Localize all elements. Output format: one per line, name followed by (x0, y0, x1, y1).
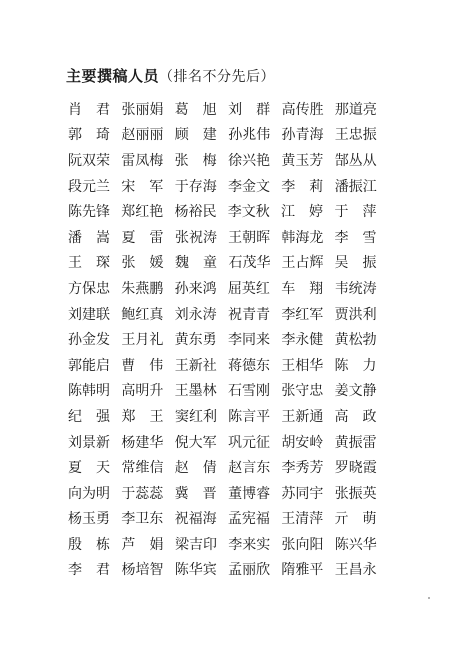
contributor-name: 芦娟 (121, 536, 178, 553)
contributor-name: 张媛 (121, 255, 178, 272)
contributor-name: 宋军 (121, 178, 178, 195)
name-row (68, 507, 391, 533)
contributor-name: 高政 (334, 408, 391, 425)
contributor-name: 杨培智 (121, 562, 164, 579)
contributor-name: 于存海 (174, 178, 217, 195)
name-row (68, 174, 388, 200)
heading-title: 主要撰稿人员 (66, 67, 160, 85)
contributor-name: 李金文 (228, 178, 270, 195)
contributor-name: 朱燕鹏 (121, 280, 164, 297)
contributor-name: 顾建 (174, 127, 231, 144)
contributor-name: 方保忠 (68, 280, 110, 297)
contributor-name: 魏童 (175, 255, 231, 272)
contributor-name: 陈力 (334, 357, 391, 374)
contributor-name: 郭能启 (68, 357, 110, 374)
name-row (68, 123, 388, 149)
contributor-name: 王墨林 (174, 383, 217, 400)
contributor-name: 杨玉勇 (68, 511, 110, 528)
contributor-name: 孙金发 (68, 332, 110, 349)
contributor-name: 韩海龙 (281, 229, 324, 246)
contributor-name: 刘建联 (68, 306, 110, 323)
contributor-name: 倪大军 (174, 434, 217, 451)
contributor-name: 梁吉印 (175, 536, 217, 553)
name-row (68, 276, 388, 302)
contributor-name: 李红军 (281, 306, 324, 323)
contributor-name: 李莉 (281, 178, 338, 195)
name-row (68, 97, 388, 123)
contributor-name: 高传胜 (281, 101, 324, 118)
contributor-name: 黄东勇 (174, 332, 217, 349)
name-row (68, 225, 391, 251)
contributor-name: 王新通 (281, 408, 324, 425)
contributor-name: 李同来 (227, 332, 270, 349)
contributor-name: 段元兰 (68, 178, 110, 195)
contributor-name: 殷栋 (68, 536, 124, 553)
name-row (68, 532, 388, 558)
contributor-name: 李卫东 (121, 511, 164, 528)
contributor-name: 胡安岭 (281, 434, 324, 451)
contributor-name: 贾洪利 (334, 306, 377, 323)
contributor-name: 赵倩 (174, 460, 231, 477)
contributor-name: 郑红艳 (121, 204, 164, 221)
contributor-name: 李雪 (334, 229, 391, 246)
name-row (68, 251, 391, 277)
contributor-name: 赵丽丽 (121, 127, 164, 144)
contributor-name: 孙兆伟 (228, 127, 271, 144)
contributor-name: 苏同宇 (281, 485, 324, 502)
contributor-name: 王朝晖 (228, 229, 271, 246)
contributor-name: 姜文静 (334, 383, 377, 400)
heading-note: （排名不分先后） (159, 69, 276, 85)
contributor-name: 郑王 (121, 408, 178, 425)
contributor-name: 张守忠 (281, 383, 324, 400)
contributor-name: 杨建华 (121, 434, 164, 451)
name-row (68, 558, 388, 584)
contributor-name: 张祝涛 (175, 229, 217, 246)
contributor-name: 张向阳 (281, 536, 324, 553)
contributor-name: 陈言平 (228, 408, 271, 425)
contributor-name: 陈韩明 (68, 383, 110, 400)
contributor-name: 江婷 (281, 204, 337, 221)
contributor-name: 黄松勃 (334, 332, 377, 349)
contributor-name: 孟宪福 (227, 511, 270, 528)
contributor-name: 祝福海 (174, 511, 217, 528)
contributor-name: 那道亮 (334, 101, 377, 118)
contributor-name: 葛旭 (174, 101, 231, 118)
contributor-name: 李来实 (228, 536, 271, 553)
contributor-name: 巩元征 (227, 434, 270, 451)
contributor-name: 王月礼 (121, 332, 164, 349)
contributor-name: 孙来鸿 (174, 280, 217, 297)
contributor-name: 罗晓霞 (334, 460, 377, 477)
contributor-name: 车翔 (281, 280, 338, 297)
contributor-name: 王忠振 (334, 127, 377, 144)
contributor-name: 亓萌 (334, 511, 391, 528)
contributor-name: 鲍红真 (121, 306, 164, 323)
name-row (68, 327, 388, 353)
contributor-name: 向为明 (68, 485, 110, 502)
contributor-name: 王相华 (281, 357, 324, 374)
contributor-name: 曹伟 (121, 357, 178, 374)
contributor-name: 王昌永 (334, 562, 377, 579)
contributor-name: 王琛 (68, 255, 124, 272)
contributor-name: 雷凤梅 (121, 152, 164, 169)
contributor-name: 祝青青 (227, 306, 270, 323)
contributor-name: 冀晋 (174, 485, 231, 502)
contributor-name: 潘振江 (334, 178, 377, 195)
contributor-name: 张梅 (174, 152, 231, 169)
contributor-name: 于萍 (334, 204, 391, 221)
contributor-name: 夏天 (68, 460, 124, 477)
name-row (68, 481, 388, 507)
contributor-name: 李永健 (281, 332, 324, 349)
contributor-name: 刘景新 (68, 434, 110, 451)
contributor-name: 阮双荣 (68, 152, 110, 169)
contributor-name: 赵言东 (228, 460, 271, 477)
contributor-name: 刘群 (228, 101, 285, 118)
contributor-name: 陈华宾 (174, 562, 217, 579)
contributor-name: 刘永涛 (174, 306, 217, 323)
contributor-name: 张振英 (334, 485, 377, 502)
contributor-name: 纪强 (68, 408, 124, 425)
name-row (68, 379, 388, 405)
contributor-name: 常维信 (121, 460, 164, 477)
contributor-name: 于蕊蕊 (121, 485, 164, 502)
name-row (68, 353, 391, 379)
contributor-name: 董博睿 (228, 485, 271, 502)
contributor-name: 陈先锋 (68, 204, 110, 221)
contributor-name: 王清萍 (281, 511, 324, 528)
contributor-name: 吴振 (334, 255, 391, 272)
contributor-name: 韦统涛 (334, 280, 377, 297)
contributor-name: 黄振雷 (334, 434, 377, 451)
contributor-name: 郜丛从 (334, 152, 377, 169)
contributor-name: 张丽娟 (121, 101, 164, 118)
contributor-name: 徐兴艳 (228, 152, 271, 169)
contributor-name: 郭琦 (68, 127, 124, 144)
contributor-name: 屈英红 (227, 280, 270, 297)
name-row (68, 199, 391, 225)
contributor-name: 肖君 (68, 101, 124, 118)
contributor-name: 石雪刚 (227, 383, 270, 400)
page-speck (428, 597, 430, 599)
name-row (68, 430, 388, 456)
contributor-name: 李文秋 (227, 204, 270, 221)
contributor-name: 隋雅平 (281, 562, 324, 579)
contributor-name: 杨裕民 (174, 204, 217, 221)
contributor-name: 高明升 (121, 383, 164, 400)
contributor-name: 夏雷 (121, 229, 178, 246)
contributor-name: 孙青海 (281, 127, 324, 144)
name-row (68, 404, 391, 430)
contributor-name: 蒋德东 (228, 357, 270, 374)
contributor-name: 窦红利 (175, 408, 217, 425)
name-row (68, 148, 388, 174)
section-heading (66, 66, 275, 87)
contributor-name: 李君 (68, 562, 124, 579)
contributor-name: 李秀芳 (281, 460, 324, 477)
contributor-name: 王占辉 (281, 255, 324, 272)
contributor-name: 陈兴华 (334, 536, 377, 553)
contributor-name: 潘嵩 (68, 229, 124, 246)
contributor-name-grid (68, 97, 391, 583)
contributor-name: 孟丽欣 (228, 562, 271, 579)
contributor-name: 石茂华 (228, 255, 271, 272)
name-row (68, 455, 388, 481)
contributor-name: 黄玉芳 (281, 152, 324, 169)
contributor-name: 王新社 (174, 357, 217, 374)
name-row (68, 302, 388, 328)
